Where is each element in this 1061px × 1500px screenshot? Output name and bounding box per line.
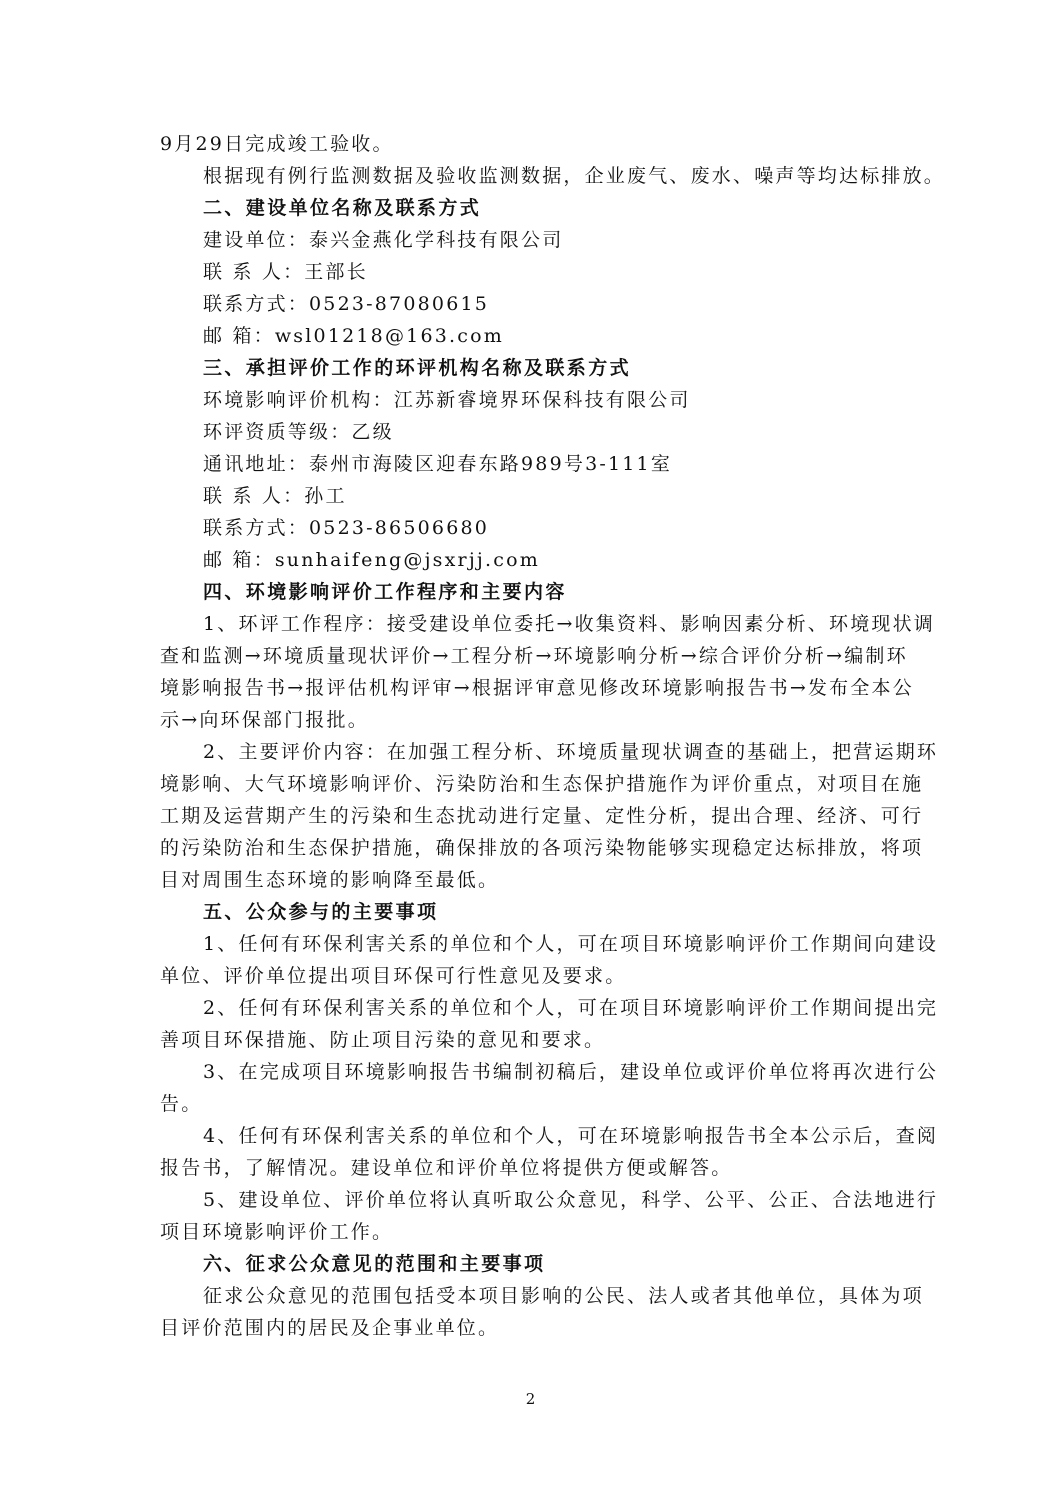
paragraph-line: 报告书，了解情况。建设单位和评价单位将提供方便或解答。 xyxy=(160,1157,733,1179)
paragraph-line: 查和监测→环境质量现状评价→工程分析→环境影响分析→综合评价分析→编制环 xyxy=(160,645,908,667)
paragraph-line: 9月29日完成竣工验收。 xyxy=(160,133,394,155)
paragraph-line: 根据现有例行监测数据及验收监测数据，企业废气、废水、噪声等均达标排放。 xyxy=(203,165,946,187)
paragraph-line: 目评价范围内的居民及企事业单位。 xyxy=(160,1317,500,1339)
paragraph-line: 境影响报告书→报评估机构评审→根据评审意见修改环境影响报告书→发布全本公 xyxy=(160,677,914,699)
section-heading: 二、建设单位名称及联系方式 xyxy=(203,197,482,219)
section-heading: 六、征求公众意见的范围和主要事项 xyxy=(203,1253,546,1275)
paragraph-line: 建设单位：泰兴金燕化学科技有限公司 xyxy=(203,229,564,251)
paragraph-line: 2、主要评价内容：在加强工程分析、环境质量现状调查的基础上，把营运期环 xyxy=(203,741,939,763)
paragraph-line: 征求公众意见的范围包括受本项目影响的公民、法人或者其他单位，具体为项 xyxy=(203,1285,924,1307)
paragraph-line: 1、任何有环保利害关系的单位和个人，可在项目环境影响评价工作期间向建设 xyxy=(203,933,939,955)
paragraph-line: 邮 箱：sunhaifeng@jsxrjj.com xyxy=(203,549,540,571)
section-heading: 四、环境影响评价工作程序和主要内容 xyxy=(203,581,567,603)
paragraph-line: 善项目环保措施、防止项目污染的意见和要求。 xyxy=(160,1029,606,1051)
paragraph-line: 目对周围生态环境的影响降至最低。 xyxy=(160,869,500,891)
paragraph-line: 示→向环保部门报批。 xyxy=(160,709,369,731)
paragraph-line: 邮 箱：wsl01218@163.com xyxy=(203,325,504,347)
paragraph-line: 项目环境影响评价工作。 xyxy=(160,1221,394,1243)
paragraph-line: 告。 xyxy=(160,1093,203,1115)
page-number: 2 xyxy=(525,1390,536,1408)
paragraph-line: 联 系 人：孙工 xyxy=(203,485,347,507)
paragraph-line: 1、环评工作程序：接受建设单位委托→收集资料、影响因素分析、环境现状调 xyxy=(203,613,936,635)
paragraph-line: 联系方式：0523-87080615 xyxy=(203,293,490,315)
paragraph-line: 的污染防治和生态保护措施，确保排放的各项污染物能够实现稳定达标排放，将项 xyxy=(160,837,924,859)
paragraph-line: 2、任何有环保利害关系的单位和个人，可在项目环境影响评价工作期间提出完 xyxy=(203,997,939,1019)
paragraph-line: 工期及运营期产生的污染和生态扰动进行定量、定性分析，提出合理、经济、可行 xyxy=(160,805,924,827)
section-heading: 三、承担评价工作的环评机构名称及联系方式 xyxy=(203,357,632,379)
section-heading: 五、公众参与的主要事项 xyxy=(203,901,439,923)
paragraph-line: 5、建设单位、评价单位将认真听取公众意见，科学、公平、公正、合法地进行 xyxy=(203,1189,939,1211)
paragraph-line: 通讯地址：泰州市海陵区迎春东路989号3-111室 xyxy=(203,453,673,475)
paragraph-line: 3、在完成项目环境影响报告书编制初稿后，建设单位或评价单位将再次进行公 xyxy=(203,1061,939,1083)
paragraph-line: 联系方式：0523-86506680 xyxy=(203,517,490,539)
paragraph-line: 境影响、大气环境影响评价、污染防治和生态保护措施作为评价重点，对项目在施 xyxy=(160,773,924,795)
paragraph-line: 环评资质等级：乙级 xyxy=(203,421,394,443)
paragraph-line: 4、任何有环保利害关系的单位和个人，可在环境影响报告书全本公示后，查阅 xyxy=(203,1125,939,1147)
paragraph-line: 环境影响评价机构：江苏新睿境界环保科技有限公司 xyxy=(203,389,691,411)
paragraph-line: 单位、评价单位提出项目环保可行性意见及要求。 xyxy=(160,965,627,987)
paragraph-line: 联 系 人：王部长 xyxy=(203,261,368,283)
